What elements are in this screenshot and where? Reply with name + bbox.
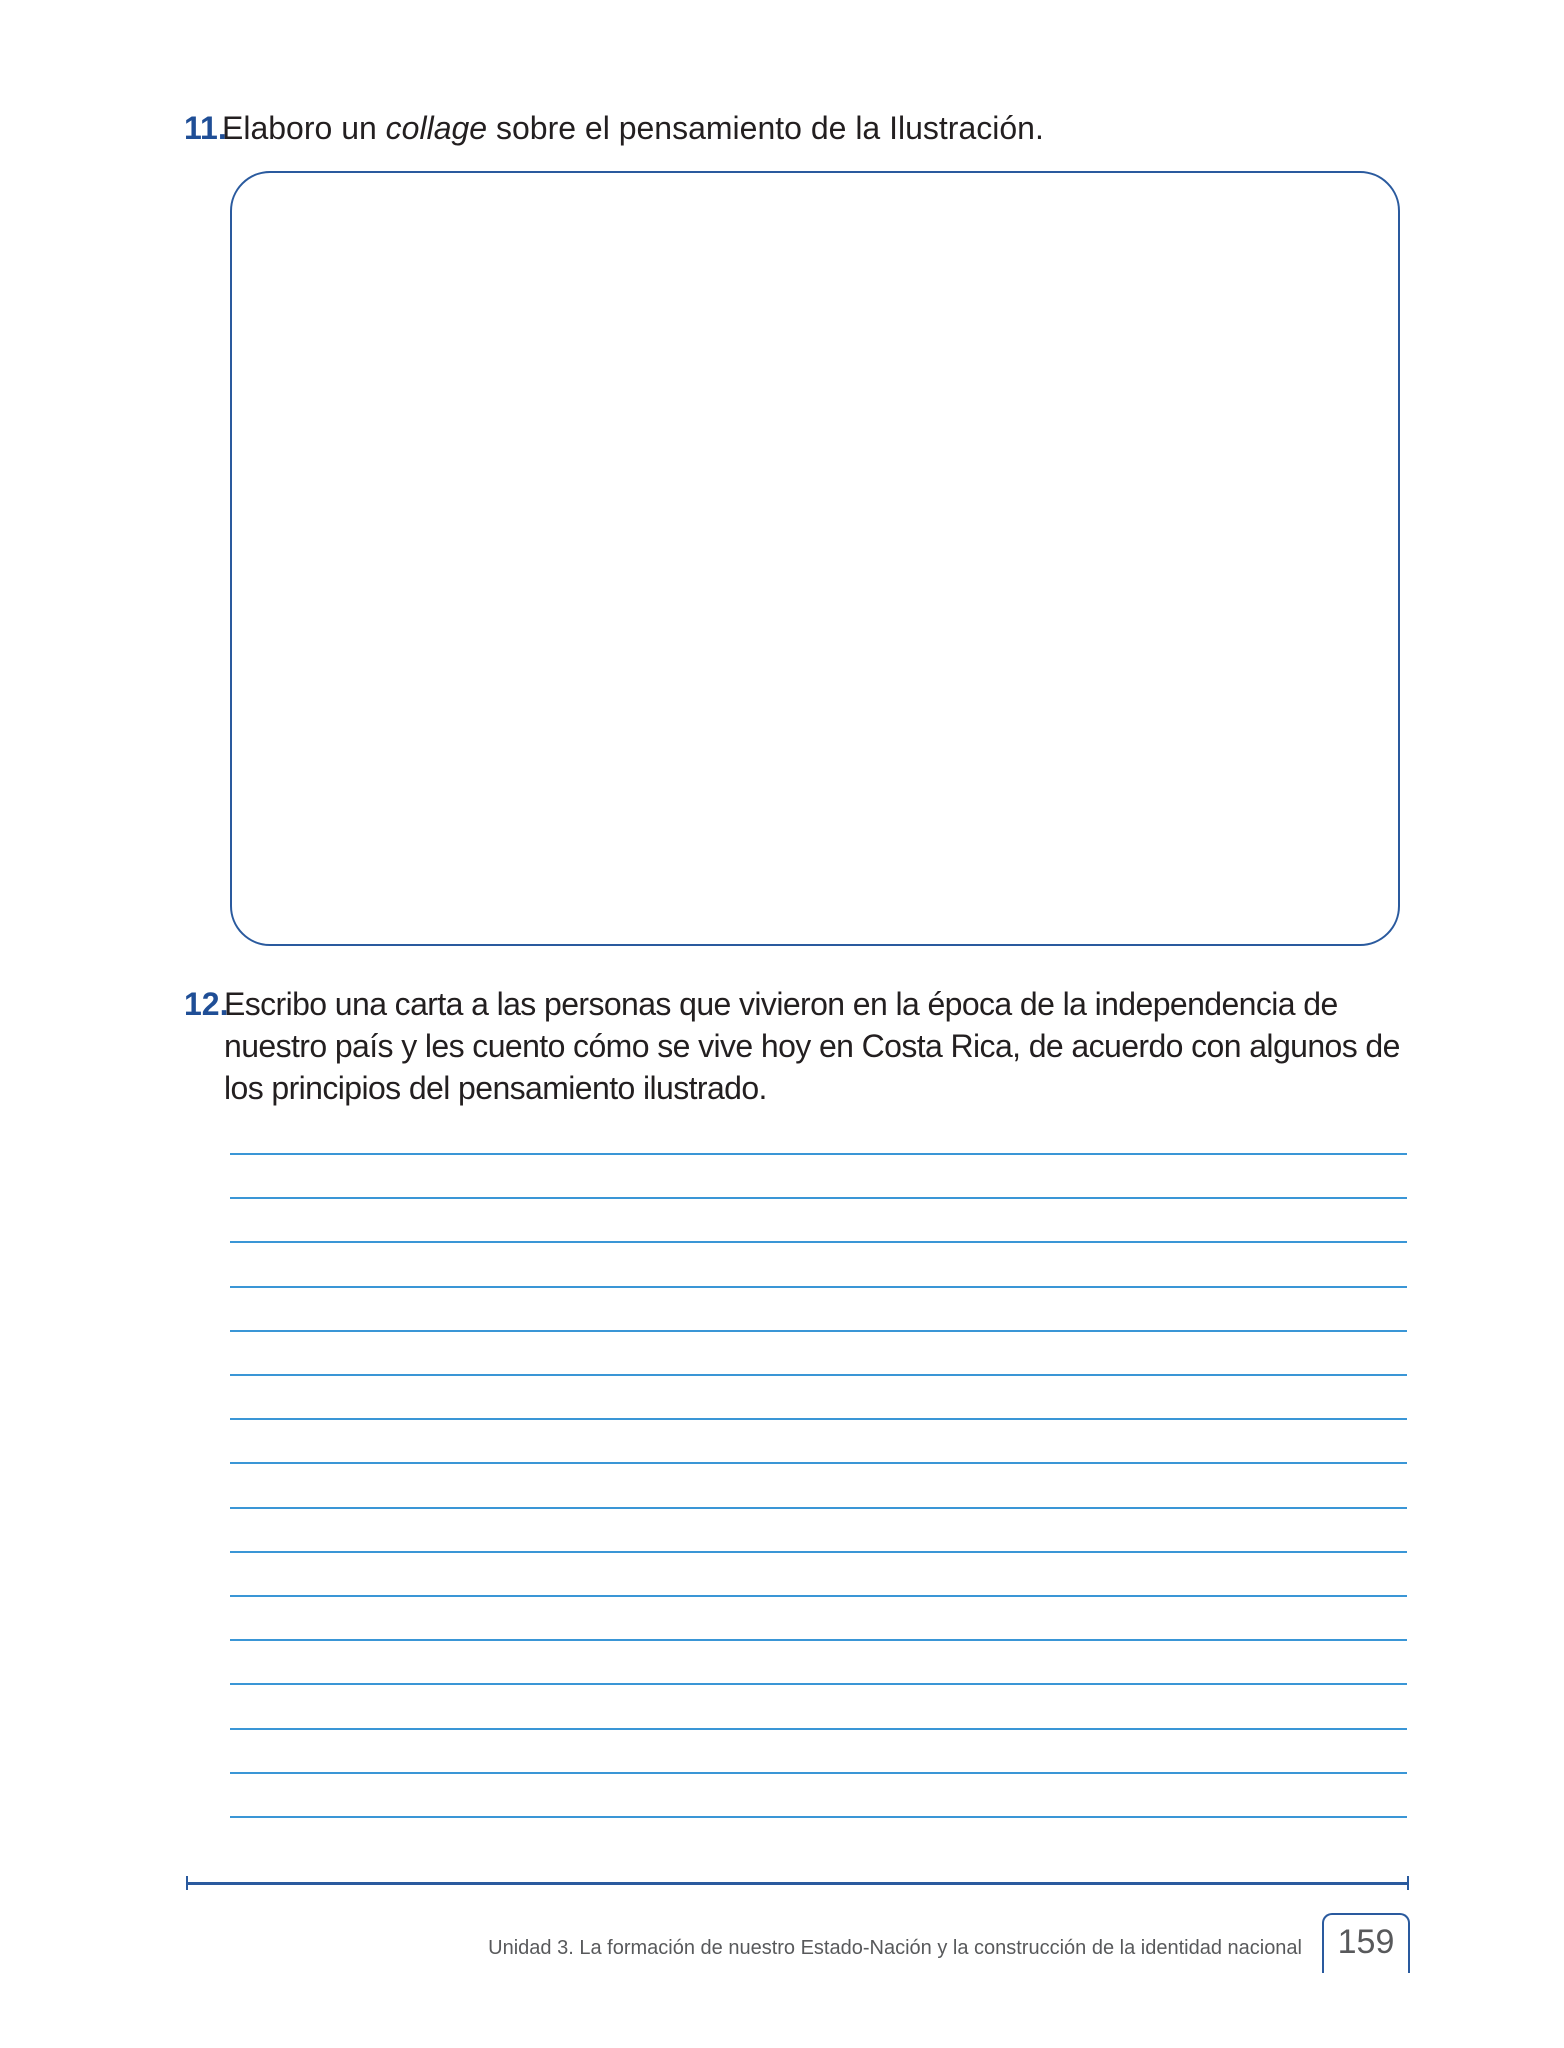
exercise-11-number: 11. bbox=[184, 110, 227, 146]
writing-line[interactable] bbox=[230, 1286, 1407, 1288]
writing-line[interactable] bbox=[230, 1197, 1407, 1199]
exercise-11-text-italic: collage bbox=[385, 110, 488, 146]
exercise-11-text-before: Elaboro un bbox=[222, 110, 386, 146]
writing-line[interactable] bbox=[230, 1418, 1407, 1420]
writing-line[interactable] bbox=[230, 1728, 1407, 1730]
writing-line[interactable] bbox=[230, 1330, 1407, 1332]
writing-line[interactable] bbox=[230, 1816, 1407, 1818]
writing-line[interactable] bbox=[230, 1462, 1407, 1464]
writing-line[interactable] bbox=[230, 1241, 1407, 1243]
writing-line[interactable] bbox=[230, 1374, 1407, 1376]
exercise-12 bbox=[184, 983, 1414, 1109]
exercise-12-number: 12. bbox=[184, 986, 229, 1022]
writing-line[interactable] bbox=[230, 1595, 1407, 1597]
page-number: 159 bbox=[1337, 1923, 1395, 1961]
writing-line[interactable] bbox=[230, 1507, 1407, 1509]
writing-line[interactable] bbox=[230, 1639, 1407, 1641]
exercise-11 bbox=[184, 107, 1414, 149]
collage-drawing-area[interactable] bbox=[230, 171, 1400, 946]
exercise-11-instruction bbox=[222, 107, 1414, 149]
writing-line[interactable] bbox=[230, 1683, 1407, 1685]
exercise-12-instruction: Escribo una carta a las personas que vivieron en la época de la independencia de nuestro país y les cuento cómo se vive hoy en Costa Rica, de acuerdo con algunos de los principios del pensamiento ilustrado. bbox=[224, 986, 1400, 1106]
exercise-11-text-after: sobre el pensamiento de la Ilustración. bbox=[487, 110, 1044, 146]
footer-divider bbox=[187, 1882, 1409, 1885]
footer-divider-cap-right bbox=[1407, 1876, 1409, 1890]
footer-divider-cap-left bbox=[186, 1876, 188, 1890]
footer-unit-title: Unidad 3. La formación de nuestro Estado-Nación y la construcción de la identidad nacional bbox=[488, 1937, 1302, 1959]
writing-line[interactable] bbox=[230, 1153, 1407, 1155]
page-number-tab bbox=[1322, 1913, 1410, 1973]
writing-line[interactable] bbox=[230, 1551, 1407, 1553]
writing-line[interactable] bbox=[230, 1772, 1407, 1774]
